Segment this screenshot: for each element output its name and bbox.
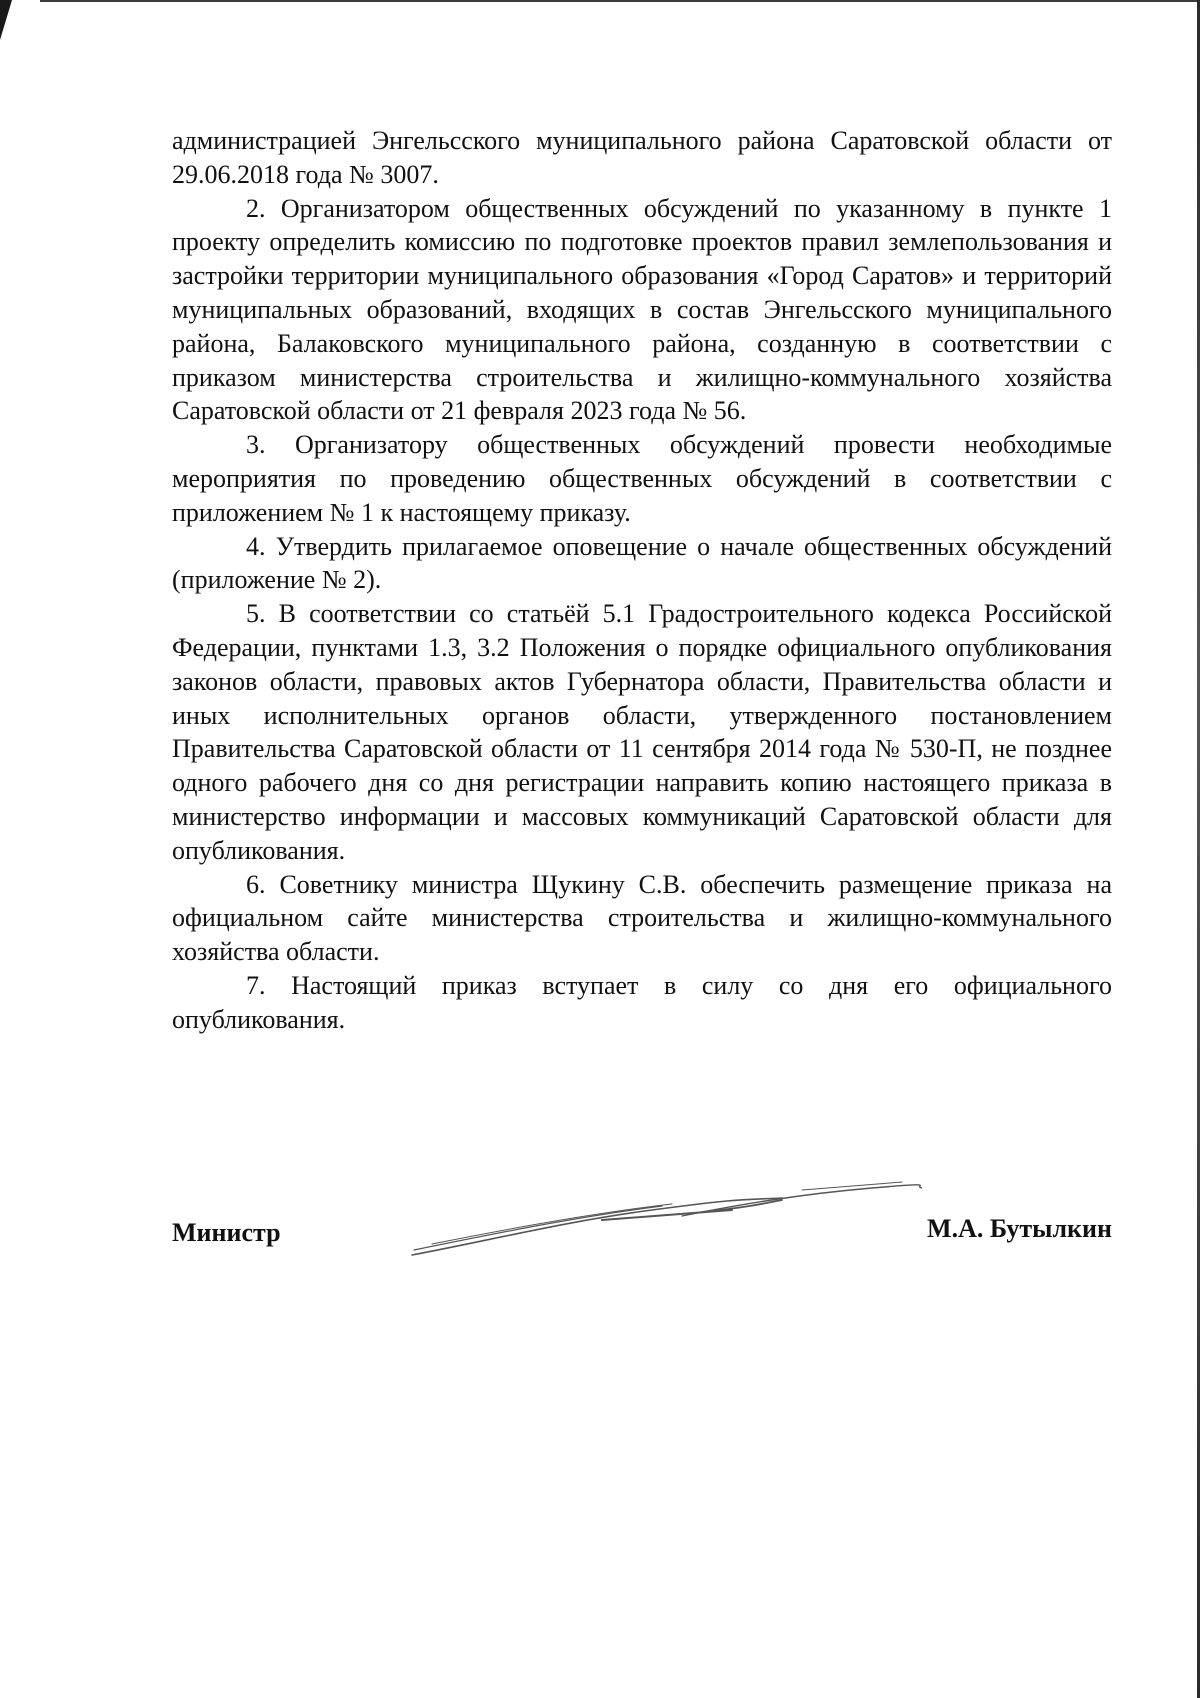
paragraph-item-2: 2. Организатором общественных обсуждений по указанному в пункте 1 проекту определить комиссию по подготовке проектов правил землепользования и застройки территории муниципального образования «Город Саратов» и территорий муниципальных образований, входящих в состав Энгельсского муниципального района, Балаковского муниципального района, созданную в соответствии с приказом министерства строительства и жилищно-коммунального хозяйства Саратовской области от 21 февраля 2023 года № 56. bbox=[172, 193, 1112, 426]
paragraph-item-4: 4. Утвердить прилагаемое оповещение о начале общественных обсуждений (приложение № 2). bbox=[172, 531, 1112, 595]
paragraph-item-5: 5. В соответствии со статьёй 5.1 Градостроительного кодекса Российской Федерации, пунктами 1.3, 3.2 Положения о порядке официального опубликования законов области, правовых актов Губернатора области, Правительства области и иных исполнительных органов области, утвержденного постановлением Правительства Саратовской области от 11 сентября 2014 года № 530-П, не позднее одного рабочего дня со дня регистрации направить копию настоящего приказа в министерство информации и массовых коммуникаций Саратовской области для опубликования. bbox=[172, 599, 1112, 865]
paragraph-item-6: 6. Советнику министра Щукину С.В. обеспечить размещение приказа на официальном сайте министерства строительства и жилищно-коммунального хозяйства области. bbox=[172, 869, 1112, 967]
signature-block bbox=[172, 1210, 1112, 1270]
scan-corner-artifact bbox=[0, 0, 12, 40]
paragraph-item-7: 7. Настоящий приказ вступает в силу со дня его официального опубликования. bbox=[172, 970, 1112, 1034]
document-body bbox=[172, 124, 1112, 1037]
paragraph-item-3: 3. Организатору общественных обсуждений провести необходимые мероприятия по проведению общественных обсуждений в соответствии с приложением № 1 к настоящему приказу. bbox=[172, 430, 1112, 527]
scan-edge-top bbox=[40, 0, 1200, 2]
paragraph-continuation: администрацией Энгельсского муниципального района Саратовской области от 29.06.2018 года № 3007. bbox=[172, 126, 1112, 189]
signatory-title: Министр bbox=[172, 1218, 281, 1247]
handwritten-signature bbox=[402, 1170, 922, 1260]
signatory-name: М.А. Бутылкин bbox=[927, 1214, 1112, 1243]
